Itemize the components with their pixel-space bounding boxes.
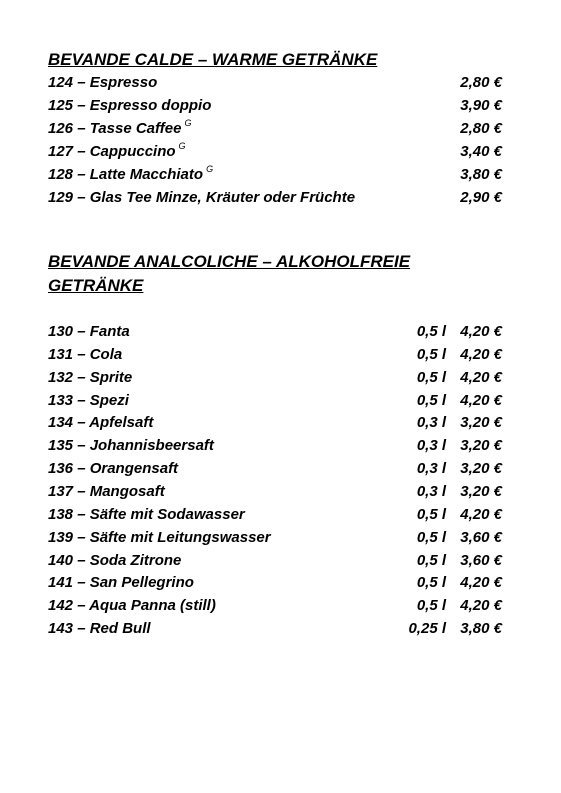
- menu-item-row: [48, 186, 502, 209]
- soft-drinks-heading: BEVANDE ANALCOLICHE – ALKOHOLFREIE GETRÄNKE: [48, 252, 411, 295]
- item-price: 2,90 €: [460, 189, 502, 206]
- item-price: 3,60 €: [460, 528, 502, 546]
- item-name: 138 – Säfte mit Sodawasser: [48, 505, 245, 523]
- menu-item-row: [48, 617, 502, 640]
- item-price: 2,80 €: [460, 74, 502, 91]
- item-name: 131 – Cola: [48, 345, 123, 363]
- item-name: 140 – Soda Zitrone: [48, 551, 182, 569]
- item-name: [48, 186, 355, 209]
- item-volume: 0,3 l: [416, 460, 446, 478]
- item-name-text: 128 – Latte Macchiato: [48, 166, 204, 183]
- item-name: 134 – Apfelsaft: [48, 414, 154, 432]
- item-name: [48, 117, 191, 142]
- item-price: 3,90 €: [460, 97, 502, 114]
- item-price: 4,20 €: [460, 391, 502, 409]
- item-name-text: 124 – Espresso: [48, 74, 158, 91]
- menu-item-row: [48, 503, 502, 526]
- item-name: 135 – Johannisbeersaft: [48, 437, 214, 455]
- menu-item-row: [48, 571, 502, 594]
- item-name: 130 – Fanta: [48, 323, 130, 340]
- item-name: 141 – San Pellegrino: [48, 574, 194, 592]
- item-price: 3,80 €: [460, 620, 502, 638]
- item-price: 4,20 €: [460, 597, 502, 615]
- item-price: 3,20 €: [460, 460, 502, 478]
- item-price: 4,20 €: [460, 574, 502, 592]
- item-name: 143 – Red Bull: [48, 620, 151, 638]
- menu-item-row: [48, 140, 502, 163]
- item-volume: 0,5 l: [416, 505, 446, 523]
- menu-item-row: [48, 389, 502, 412]
- item-name: 133 – Spezi: [48, 391, 129, 409]
- item-volume: 0,5 l: [416, 345, 446, 363]
- item-volume: 0,5 l: [416, 368, 446, 386]
- item-price: 3,80 €: [460, 166, 502, 183]
- item-price: 3,40 €: [460, 143, 502, 160]
- item-volume: 0,25 l: [408, 620, 446, 638]
- item-price: 3,20 €: [460, 437, 502, 455]
- menu-item-row: [48, 434, 502, 457]
- item-name: [48, 94, 211, 117]
- item-volume: 0,3 l: [416, 482, 446, 500]
- item-volume: 0,5 l: [416, 597, 446, 615]
- item-price: 4,20 €: [460, 323, 502, 340]
- item-volume: 0,3 l: [416, 437, 446, 455]
- menu-item-row: [48, 94, 502, 117]
- item-price: 3,20 €: [460, 414, 502, 432]
- menu-item-row: [48, 117, 502, 140]
- allergen-mark: G: [178, 141, 186, 151]
- menu-item-row: [48, 549, 502, 572]
- item-name: [48, 140, 186, 165]
- item-volume: 0,5 l: [416, 551, 446, 569]
- item-name: [48, 71, 157, 94]
- menu-item-row: [48, 366, 502, 389]
- menu-item-row: [48, 457, 502, 480]
- item-volume: 0,5 l: [416, 391, 446, 409]
- menu-item-row: [48, 594, 502, 617]
- item-name-text: 129 – Glas Tee Minze, Kräuter oder Früchte: [48, 189, 356, 206]
- item-name: [48, 163, 213, 188]
- item-price: 3,20 €: [460, 482, 502, 500]
- allergen-mark: G: [206, 164, 214, 174]
- item-volume: 0,5 l: [416, 574, 446, 592]
- item-volume: 0,5 l: [416, 323, 446, 340]
- item-volume: 0,5 l: [416, 528, 446, 546]
- item-name-text: 125 – Espresso doppio: [48, 97, 212, 114]
- item-name: 139 – Säfte mit Leitungswasser: [48, 528, 271, 546]
- item-name: 136 – Orangensaft: [48, 460, 179, 478]
- menu-item-row: [48, 163, 502, 186]
- item-name: 137 – Mangosaft: [48, 482, 165, 500]
- item-price: 2,80 €: [460, 120, 502, 137]
- menu-item-row: [48, 411, 502, 434]
- item-price: 4,20 €: [460, 505, 502, 523]
- item-name: 142 – Aqua Panna (still): [48, 597, 216, 615]
- item-price: 4,20 €: [460, 345, 502, 363]
- menu-item-row: [48, 320, 502, 343]
- item-volume: 0,3 l: [416, 414, 446, 432]
- item-name-text: 127 – Cappuccino: [48, 143, 176, 160]
- menu-item-row: [48, 343, 502, 366]
- menu-item-row: [48, 526, 502, 549]
- allergen-mark: G: [184, 118, 192, 128]
- item-name: 132 – Sprite: [48, 368, 133, 386]
- item-name-text: 126 – Tasse Caffee: [48, 120, 182, 137]
- menu-item-row: [48, 71, 502, 94]
- hot-drinks-heading: BEVANDE CALDE – WARME GETRÄNKE: [48, 50, 378, 69]
- item-price: 4,20 €: [460, 368, 502, 386]
- item-price: 3,60 €: [460, 551, 502, 569]
- menu-item-row: [48, 480, 502, 503]
